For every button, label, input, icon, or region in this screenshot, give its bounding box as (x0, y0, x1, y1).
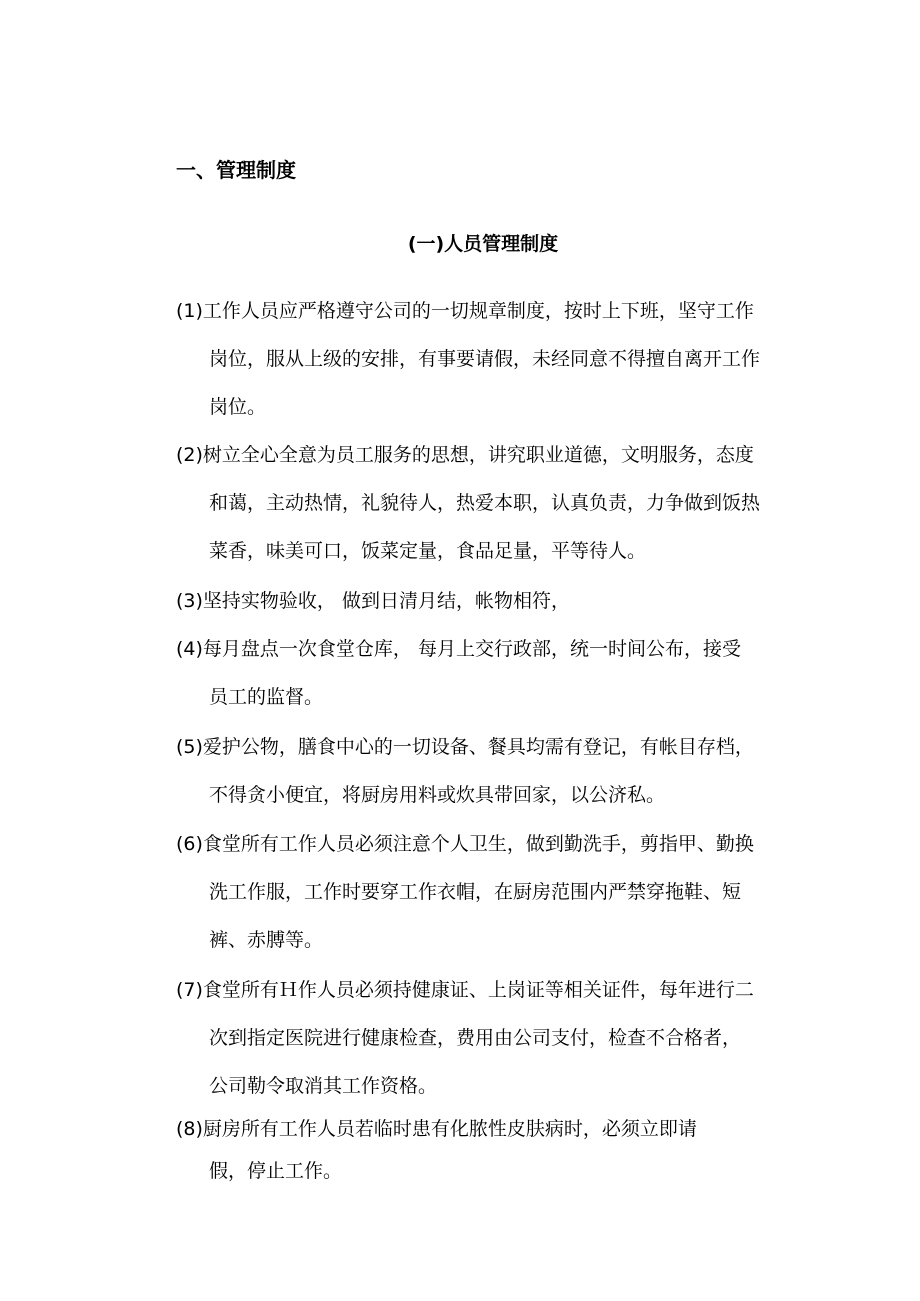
rule-item-6-line-1: (6)食堂所有工作人员必须注意个人卫生，做到勤洗手，剪指甲、勤换 (176, 833, 754, 855)
rule-item-8 (176, 1115, 796, 1191)
rule-item-2-line-1: (2)树立全心全意为员工服务的思想，讲究职业道德，文明服务，态度 (176, 444, 754, 466)
rule-item-6 (176, 830, 796, 954)
subsection-title: (一)人员管理制度 (407, 233, 559, 255)
rule-item-4 (176, 635, 796, 711)
rule-item-5-line-2: 不得贪小便宜，将厨房用料或炊具带回家，以公济私。 (209, 784, 666, 806)
rule-item-1-line-2: 岗位，服从上级的安排，有事要请假，未经同意不得擅自离开工作 (209, 348, 761, 370)
rule-item-4-line-1: (4)每月盘点一次食堂仓库， 每月上交行政部，统一时间公布，接受 (176, 638, 741, 660)
rule-item-2 (176, 441, 796, 565)
rule-item-2-line-2: 和蔼，主动热情，礼貌待人，热爱本职，认真负责，力争做到饭热 (209, 492, 761, 514)
rule-item-8-line-2: 假，停止工作。 (209, 1160, 343, 1182)
rule-item-1-line-3: 岗位。 (209, 396, 267, 418)
rule-item-7-line-1: (7)食堂所有Ｈ作人员必须持健康证、上岗证等相关证件，每年进行二 (176, 979, 754, 1001)
rule-item-6-line-3: 裤、赤膊等。 (209, 929, 324, 951)
rule-item-1 (176, 297, 796, 421)
rule-item-5-line-1: (5)爱护公物，膳食中心的一切设备、餐具均需有登记，有帐目存档， (176, 736, 754, 758)
rule-item-3-line-1: (3)坚持实物验收， 做到日清月结，帐物相符， (176, 590, 570, 612)
rule-item-1-line-1: (1)工作人员应严格遵守公司的一切规章制度，按时上下班，坚守工作 (176, 300, 754, 322)
rule-item-2-line-3: 菜香，味美可口，饭菜定量，食品足量，平等待人。 (209, 540, 647, 562)
section-title: 一、管理制度 (176, 158, 296, 182)
rule-item-3 (176, 587, 796, 615)
rule-item-5 (176, 733, 796, 809)
rule-item-7-line-3: 公司勒令取消其工作资格。 (209, 1075, 438, 1097)
rule-item-7-line-2: 次到指定医院进行健康检查，费用由公司支付，检查不合格者， (209, 1027, 742, 1049)
rule-item-6-line-2: 洗工作服，工作时要穿工作衣帽，在厨房范围内严禁穿拖鞋、短 (209, 881, 742, 903)
rule-item-7 (176, 976, 796, 1100)
rule-item-4-line-2: 员工的监督。 (209, 686, 324, 708)
rule-item-8-line-1: (8)厨房所有工作人员若临时患有化脓性皮肤病时，必须立即请 (176, 1118, 697, 1140)
